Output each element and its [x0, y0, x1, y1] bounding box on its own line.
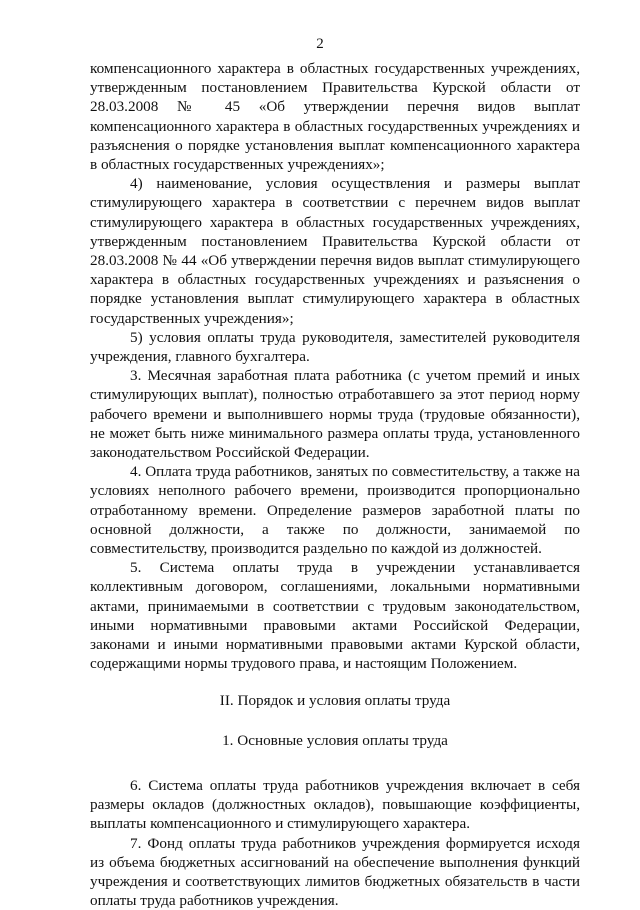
paragraph-clause-5: 5. Система оплаты труда в учреждении устанавливается коллективным договором, соглашениями, локальными нормативными актами, принимаемыми в соответствии с трудовым законодательством, иными нормативными правовыми актами Российской Федерации, законами и иными нормативными правовыми актами Курской области, содержащими нормы трудового права, и настоящим Положением. — [90, 559, 580, 673]
paragraph-clause-3: 3. Месячная заработная плата работника (с учетом премий и иных стимулирующих выплат), полностью отработавшего за этот период норму рабочего времени и выполнившего нормы труда (трудовые обязанности), не может быть ниже минимального размера оплаты труда, установленного законодательством Российской Федерации. — [90, 367, 580, 462]
paragraph-clause-4: 4. Оплата труда работников, занятых по совместительству, а также на условиях неполного рабочего времени, производится пропорционально отработанному времени. Определение размеров заработной платы по основной должности, а также по должности, занимаемой по совместительству, производится раздельно по каждой из должностей. — [90, 463, 580, 558]
paragraph-clause-6: 6. Система оплаты труда работников учреждения включает в себя размеры окладов (должностных окладов), повышающие коэффициенты, выплаты компенсационного и стимулирующего характера. — [90, 776, 580, 833]
paragraph-item-5: 5) условия оплаты труда руководителя, заместителей руководителя учреждения, главного бухгалтера. — [90, 328, 580, 366]
spacer — [90, 750, 580, 776]
paragraph-continuation: компенсационного характера в областных государственных учреждениях, утвержденным постановлением Правительства Курской области от 28.03.2008 № 45 «Об утверждении перечня видов выплат компенсационного характера в областных государственных учреждениях и разъяснения о порядке установления выплат компенсационного характера в областных государственных учреждениях»; — [90, 60, 580, 174]
subsection-heading: 1. Основные условия оплаты труда — [222, 731, 448, 749]
spacer — [90, 710, 580, 731]
page-number: 2 — [316, 36, 324, 52]
section-heading: II. Порядок и условия оплаты труда — [219, 691, 451, 709]
paragraph-clause-7: 7. Фонд оплаты труда работников учреждения формируется исходя из объема бюджетных ассигнований на обеспечение выполнения функций учреждения и соответствующих лимитов бюджетных обязательств в части оплаты труда работников учреждения. — [90, 834, 580, 910]
paragraph-item-4: 4) наименование, условия осуществления и размеры выплат стимулирующего характера в соответствии с перечнем видов выплат стимулирующего характера в областных государственных учреждениях, утвержденным постановлением Правительства Курской области от 28.03.2008 № 44 «Об утверждении перечня видов выплат стимулирующего характера в областных государственных учреждениях и разъяснения о порядке установления выплат стимулирующего характера в областных государственных учреждения»; — [90, 175, 580, 327]
spacer — [90, 674, 580, 691]
document-body — [90, 59, 580, 910]
